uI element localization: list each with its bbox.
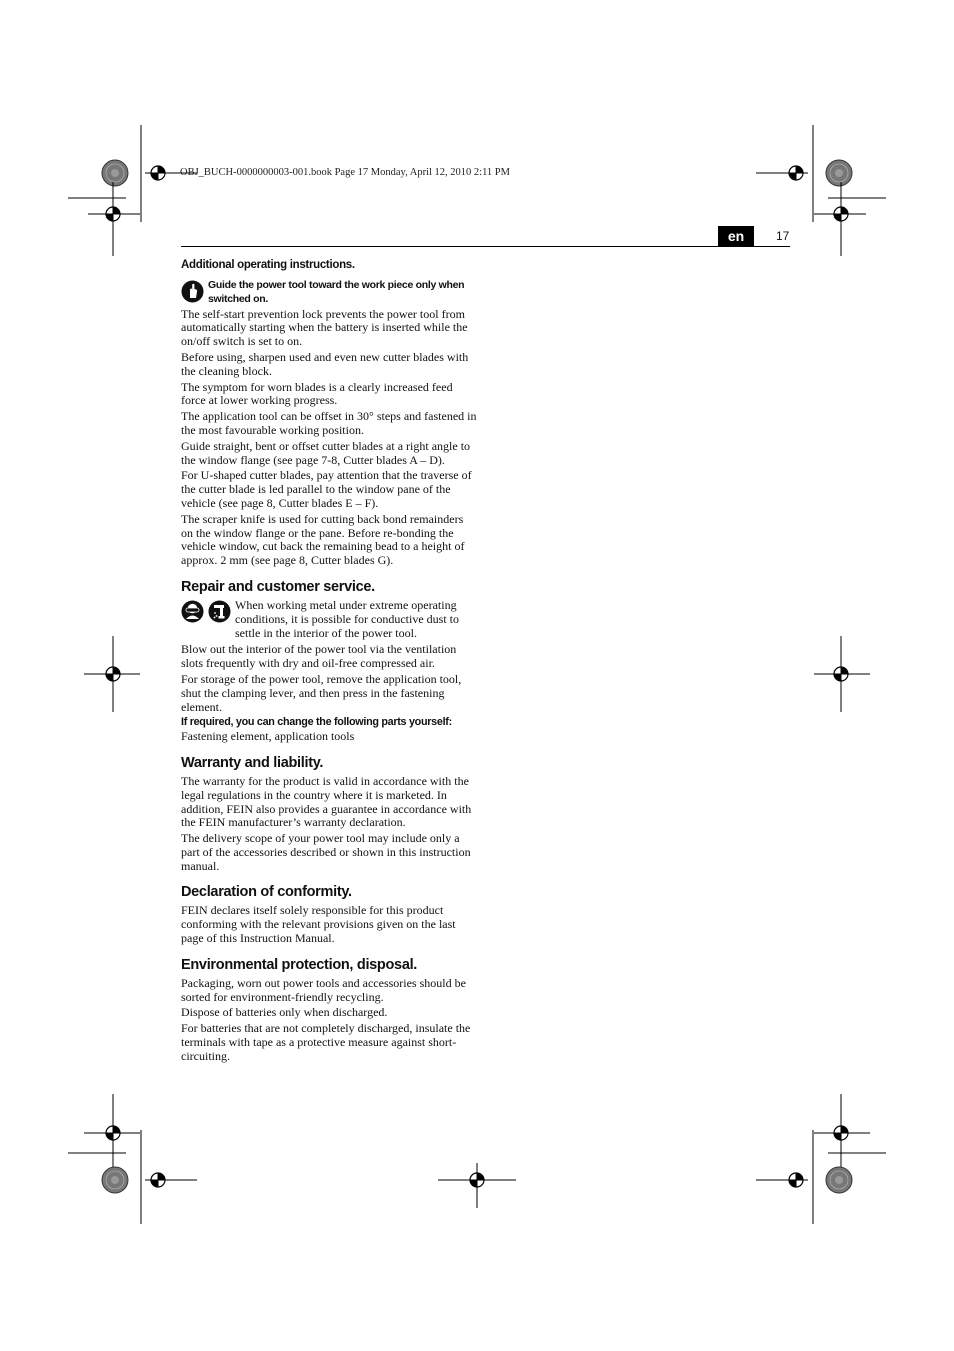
language-badge: en — [718, 226, 754, 246]
paragraph: Guide straight, bent or offset cutter blades at a right angle to the window flange (see page 7-8, Cutter blades A – D). — [181, 438, 471, 467]
paragraph: FEIN declares itself solely responsible for this product conforming with the relevant provisions given on the last page of this Instruction Manual. — [181, 903, 456, 946]
page-number: 17 — [776, 229, 790, 243]
paragraph: The delivery scope of your power tool may include only a part of the accessories described or shown in this instruction manual. — [181, 831, 471, 873]
color-bar-mark — [102, 160, 128, 186]
paragraph: The self-start prevention lock prevents the power tool from automatically starting when the battery is inserted while the on/off switch is set to on. — [181, 306, 468, 349]
main-column — [181, 257, 478, 1066]
paragraph: For storage of the power tool, remove the application tool, shut the clamping lever, and then press in the fastening element. — [181, 671, 462, 714]
hand-warning-icon — [181, 280, 204, 303]
note-text: When working metal under extreme operating conditions, it is possible for conductive dust to settle in the interior of the power tool. — [235, 597, 459, 640]
paragraph: Before using, sharpen used and even new cutter blades with the cleaning block. — [181, 349, 469, 378]
repair-heading: Repair and customer service. — [181, 578, 375, 595]
paragraph: The warranty for the product is valid in accordance with the legal regulations in the country where it is marketed. In addition, FEIN also provides a guarantee in accordance with the FEIN manufacturer’s warranty declaration. — [181, 773, 472, 830]
paragraph: For batteries that are not completely discharged, insulate the terminals with tape as a protective measure against short-circuiting. — [181, 1021, 471, 1063]
paragraph: Packaging, worn out power tools and accessories should be sorted for environment-friendly recycling. — [181, 975, 466, 1004]
repair-note — [181, 599, 478, 642]
color-bar-mark — [826, 160, 852, 186]
additional-heading: Additional operating instructions. — [181, 259, 355, 271]
color-bar-mark — [826, 1167, 852, 1193]
note-text: Guide the power tool toward the work piece only when switched on. — [208, 279, 465, 305]
paragraph: For U-shaped cutter blades, pay attention that the traverse of the cutter blade is led parallel to the window pane of the vehicle (see page 8, Cutter blades E – F). — [181, 468, 472, 510]
parts-list: Fastening element, application tools — [181, 729, 355, 744]
tool-dust-icon — [208, 600, 231, 623]
paragraph: The scraper knife is used for cutting back bond remainders on the window flange or the pane. Before re-bonding the vehicle window, cut back the remaining bead to a height of approx. 2 mm (see page 8, Cutter blades G). — [181, 511, 465, 568]
warranty-heading: Warranty and liability. — [181, 754, 324, 771]
environment-heading: Environmental protection, disposal. — [181, 956, 418, 973]
parts-label: If required, you can change the following parts yourself: — [181, 716, 452, 729]
paragraph: Dispose of batteries only when discharged. — [181, 1005, 388, 1020]
paragraph: The symptom for worn blades is a clearly increased feed force at lower working progress. — [181, 379, 453, 408]
declaration-heading: Declaration of conformity. — [181, 884, 352, 901]
print-slug: OBJ_BUCH-0000000003-001.book Page 17 Monday, April 12, 2010 2:11 PM — [180, 167, 510, 178]
additional-note — [181, 279, 478, 307]
color-bar-mark — [102, 1167, 128, 1193]
paragraph: The application tool can be offset in 30° steps and fastened in the most favourable working position. — [181, 409, 477, 437]
eye-protection-icon — [181, 600, 204, 623]
paragraph: Blow out the interior of the power tool via the ventilation slots frequently with dry and oil-free compressed air. — [181, 642, 457, 671]
header-rule — [181, 246, 790, 247]
